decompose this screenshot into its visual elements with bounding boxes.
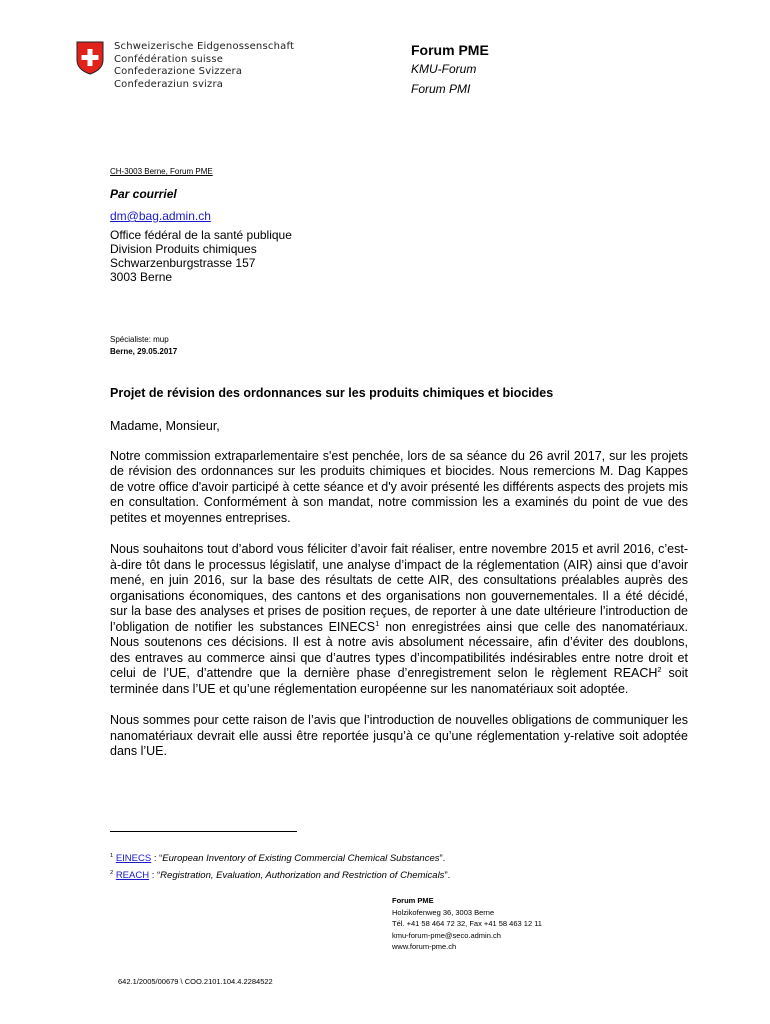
letter-subject: Projet de révision des ordonnances sur les produits chimiques et biocides bbox=[110, 386, 554, 400]
paragraph-2 bbox=[110, 542, 688, 697]
footnote-ref-1: 1 bbox=[375, 618, 380, 628]
meta-block bbox=[110, 334, 177, 358]
footnote-ref-2: 2 bbox=[657, 664, 662, 674]
footer-email[interactable]: kmu-forum-pme@seco.admin.ch bbox=[392, 930, 501, 940]
recipient-address bbox=[110, 228, 292, 284]
address-line: Office fédéral de la santé publique bbox=[110, 228, 292, 242]
paragraph-2-part-b: non enregistrées ainsi que celle des nanomatériaux. Nous soutenons ces décisions. Il est à notre avis absolument nécessaire, afin d’éviter des doublons, des entraves au commerce ainsi que d’autres types d’incompatibilités indésirables entre notre droit et celui de l’UE, d’attendre que la dernière phase d’enregistrement selon le règlement REACH bbox=[110, 619, 688, 680]
greeting: Madame, Monsieur, bbox=[110, 419, 220, 433]
footnote-sep: : “ bbox=[149, 870, 161, 881]
footnote-number: 1 bbox=[110, 852, 114, 859]
footnote-text: Registration, Evaluation, Authorization and Restriction of Chemicals bbox=[160, 870, 445, 881]
footnote-link-einecs[interactable]: EINECS bbox=[115, 853, 152, 864]
footer-phone: Tél. +41 58 464 72 32, Fax +41 58 463 12 11 bbox=[392, 919, 542, 928]
footnote-sep: : “ bbox=[151, 853, 163, 864]
org-title: Forum PME bbox=[411, 42, 489, 58]
paragraph-2-part-c: soit terminée dans l’UE et qu’une réglementation européenne sur les nanomatériaux soit adoptée. bbox=[110, 666, 688, 696]
sender-line: CH-3003 Berne, Forum PME bbox=[110, 167, 213, 176]
address-line: Division Produits chimiques bbox=[110, 242, 257, 256]
footer-website[interactable]: www.forum-pme.ch bbox=[392, 942, 457, 951]
address-line: 3003 Berne bbox=[110, 270, 173, 284]
letter-body bbox=[110, 419, 688, 776]
footnote-end: ”. bbox=[439, 853, 446, 864]
org-block bbox=[411, 41, 489, 99]
delivery-method: Par courriel bbox=[110, 187, 177, 201]
specialist-line: Spécialiste: mup bbox=[110, 335, 169, 344]
recipient-email-link[interactable]: dm@bag.admin.ch bbox=[110, 209, 211, 223]
paragraph-3: Nous sommes pour cette raison de l’avis que l’introduction de nouvelles obligations de communiquer les nanomatériaux devrait elle aussi être reportée jusqu’à ce qu’une réglementation y-relative soit adoptée dans l’UE. bbox=[110, 713, 688, 758]
org-subtitle-it: Forum PMI bbox=[411, 82, 471, 96]
footer-street: Holzikofenweg 36, 3003 Berne bbox=[392, 907, 495, 917]
reference-number: 642.1/2005/00679 \ COO.2101.104.4.2284522 bbox=[118, 977, 273, 986]
paragraph-2-part-a: Nous souhaitons tout d’abord vous féliciter d’avoir fait réaliser, entre novembre 2015 et avril 2016, c’est-à-dire tôt dans le processus législatif, une analyse d’impact de la réglementation (AIR) ainsi que d’avoir mené, en juin 2016, sur la base des résultats de cette AIR, des consultations préalables auprès des organisations économiques, des cantons et des organisations non gouvernementales. Il a été décidé, sur la base des analyses et prises de position reçues, de reporter à une date ultérieure l’introduction de l’obligation de notifier les substances EINECS bbox=[110, 542, 688, 634]
footnote-divider bbox=[110, 831, 297, 832]
footnote-2 bbox=[110, 870, 450, 881]
federal-line: Confederaziun svizra bbox=[114, 78, 224, 90]
footnote-text: European Inventory of Existing Commercial Chemical Substances bbox=[162, 853, 440, 864]
footnote-number: 2 bbox=[110, 869, 114, 876]
swiss-crest-icon bbox=[76, 41, 104, 75]
footnote-1 bbox=[110, 853, 445, 864]
federal-line: Confederazione Svizzera bbox=[114, 66, 243, 77]
paragraph-1: Notre commission extraparlementaire s'est penchée, lors de sa séance du 26 avril 2017, sur les projets de révision des ordonnances sur les produits chimiques et biocides. Nous remercions M. Dag Kappes de votre office d'avoir participé à cette séance et d'y avoir présenté les différents aspects des projets mis en consultation. Conformément à son mandat, notre commission les a examinés du point de vue des petites et moyennes entreprises. bbox=[110, 448, 688, 525]
federal-line: Schweizerische Eidgenossenschaft bbox=[114, 41, 295, 52]
federal-name-block bbox=[114, 41, 294, 91]
footnote-end: ”. bbox=[444, 870, 451, 881]
address-line: Schwarzenburgstrasse 157 bbox=[110, 256, 256, 270]
org-subtitle-de: KMU-Forum bbox=[411, 62, 477, 76]
footer-contact bbox=[392, 895, 542, 953]
footnote-link-reach[interactable]: REACH bbox=[115, 870, 150, 881]
footer-org-name: Forum PME bbox=[392, 896, 434, 905]
federal-line: Confédération suisse bbox=[114, 53, 224, 65]
letter-date: Berne, 29.05.2017 bbox=[110, 347, 178, 356]
